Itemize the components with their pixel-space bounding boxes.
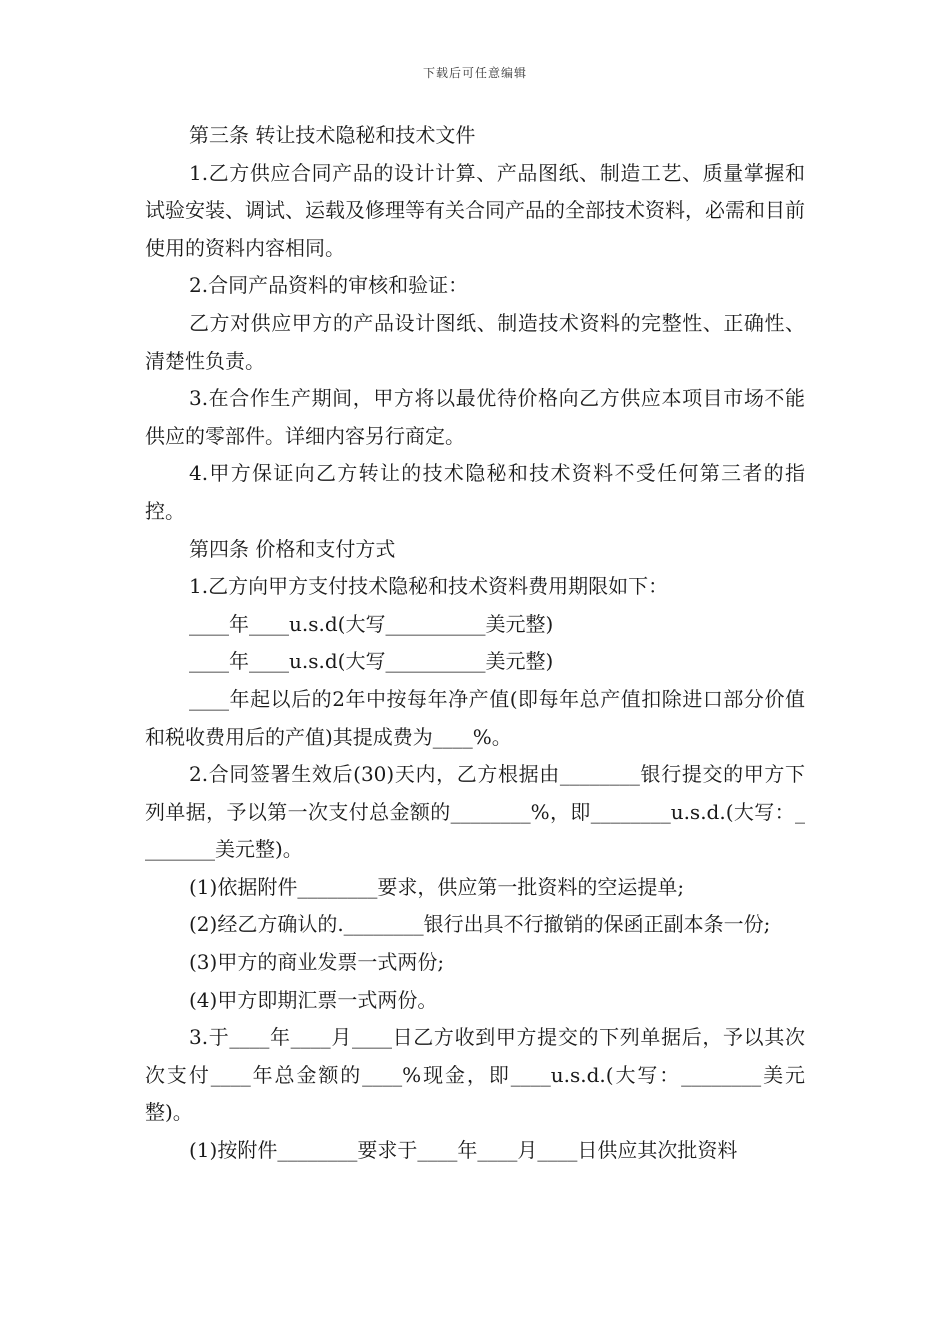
page-header-note: 下载后可任意编辑: [422, 66, 527, 80]
document-item-4: (4)甲方即期汇票一式两份。: [189, 987, 438, 1012]
article-3-heading: 第三条 转让技术隐秘和技术文件: [189, 123, 476, 147]
article-4-heading: 第四条 价格和支付方式: [189, 536, 396, 561]
payment-line-2: ____年____u.s.d(大写__________美元整): [189, 649, 554, 674]
second-batch-item-1: (1)按附件________要求于____年____月____日供应其次批资料: [189, 1138, 738, 1163]
payment-line-1: ____年____u.s.d(大写__________美元整): [189, 611, 554, 636]
royalty-clause: ____年起以后的2年中按每年净产值(即每年总产值扣除进口部分价值和税收费用后的产值)其提成费为____%。: [145, 686, 805, 749]
article-3-clause-1: 1.乙方供应合同产品的设计计算、产品图纸、制造工艺、质量掌握和试验安装、调试、运载及修理等有关合同产品的全部技术资料，必需和目前使用的资料内容相同。: [145, 160, 805, 260]
article-3-clause-2: 2.合同产品资料的审核和验证：: [189, 273, 469, 298]
article-4-clause-2: 2.合同签署生效后(30)天内，乙方根据由________银行提交的甲方下列单据，予以第一次支付总金额的________%，即________u.s.d.(大写：________美元整)。: [145, 762, 805, 862]
article-4-clause-1: 1.乙方向甲方支付技术隐秘和技术资料费用期限如下：: [189, 574, 669, 599]
document-item-3: (3)甲方的商业发票一式两份;: [189, 950, 445, 975]
article-4-clause-3: 3.于____年____月____日乙方收到甲方提交的下列单据后，予以其次次支付____年总金额的____%现金，即____u.s.d.(大写：________美元整)。: [145, 1025, 805, 1125]
document-item-1: (1)依据附件________要求，供应第一批资料的空运提单;: [189, 874, 685, 899]
article-3-clause-3: 3.在合作生产期间，甲方将以最优待价格向乙方供应本项目市场不能供应的零部件。详细内容另行商定。: [145, 386, 805, 448]
article-3-clause-4: 4.甲方保证向乙方转让的技术隐秘和技术资料不受任何第三者的指控。: [145, 461, 805, 523]
document-item-2: (2)经乙方确认的.________银行出具不行撤销的保函正副本条一份;: [189, 912, 771, 937]
document-body: [145, 117, 805, 1170]
article-3-clause-2-detail: 乙方对供应甲方的产品设计图纸、制造技术资料的完整性、正确性、清楚性负责。: [145, 310, 805, 373]
